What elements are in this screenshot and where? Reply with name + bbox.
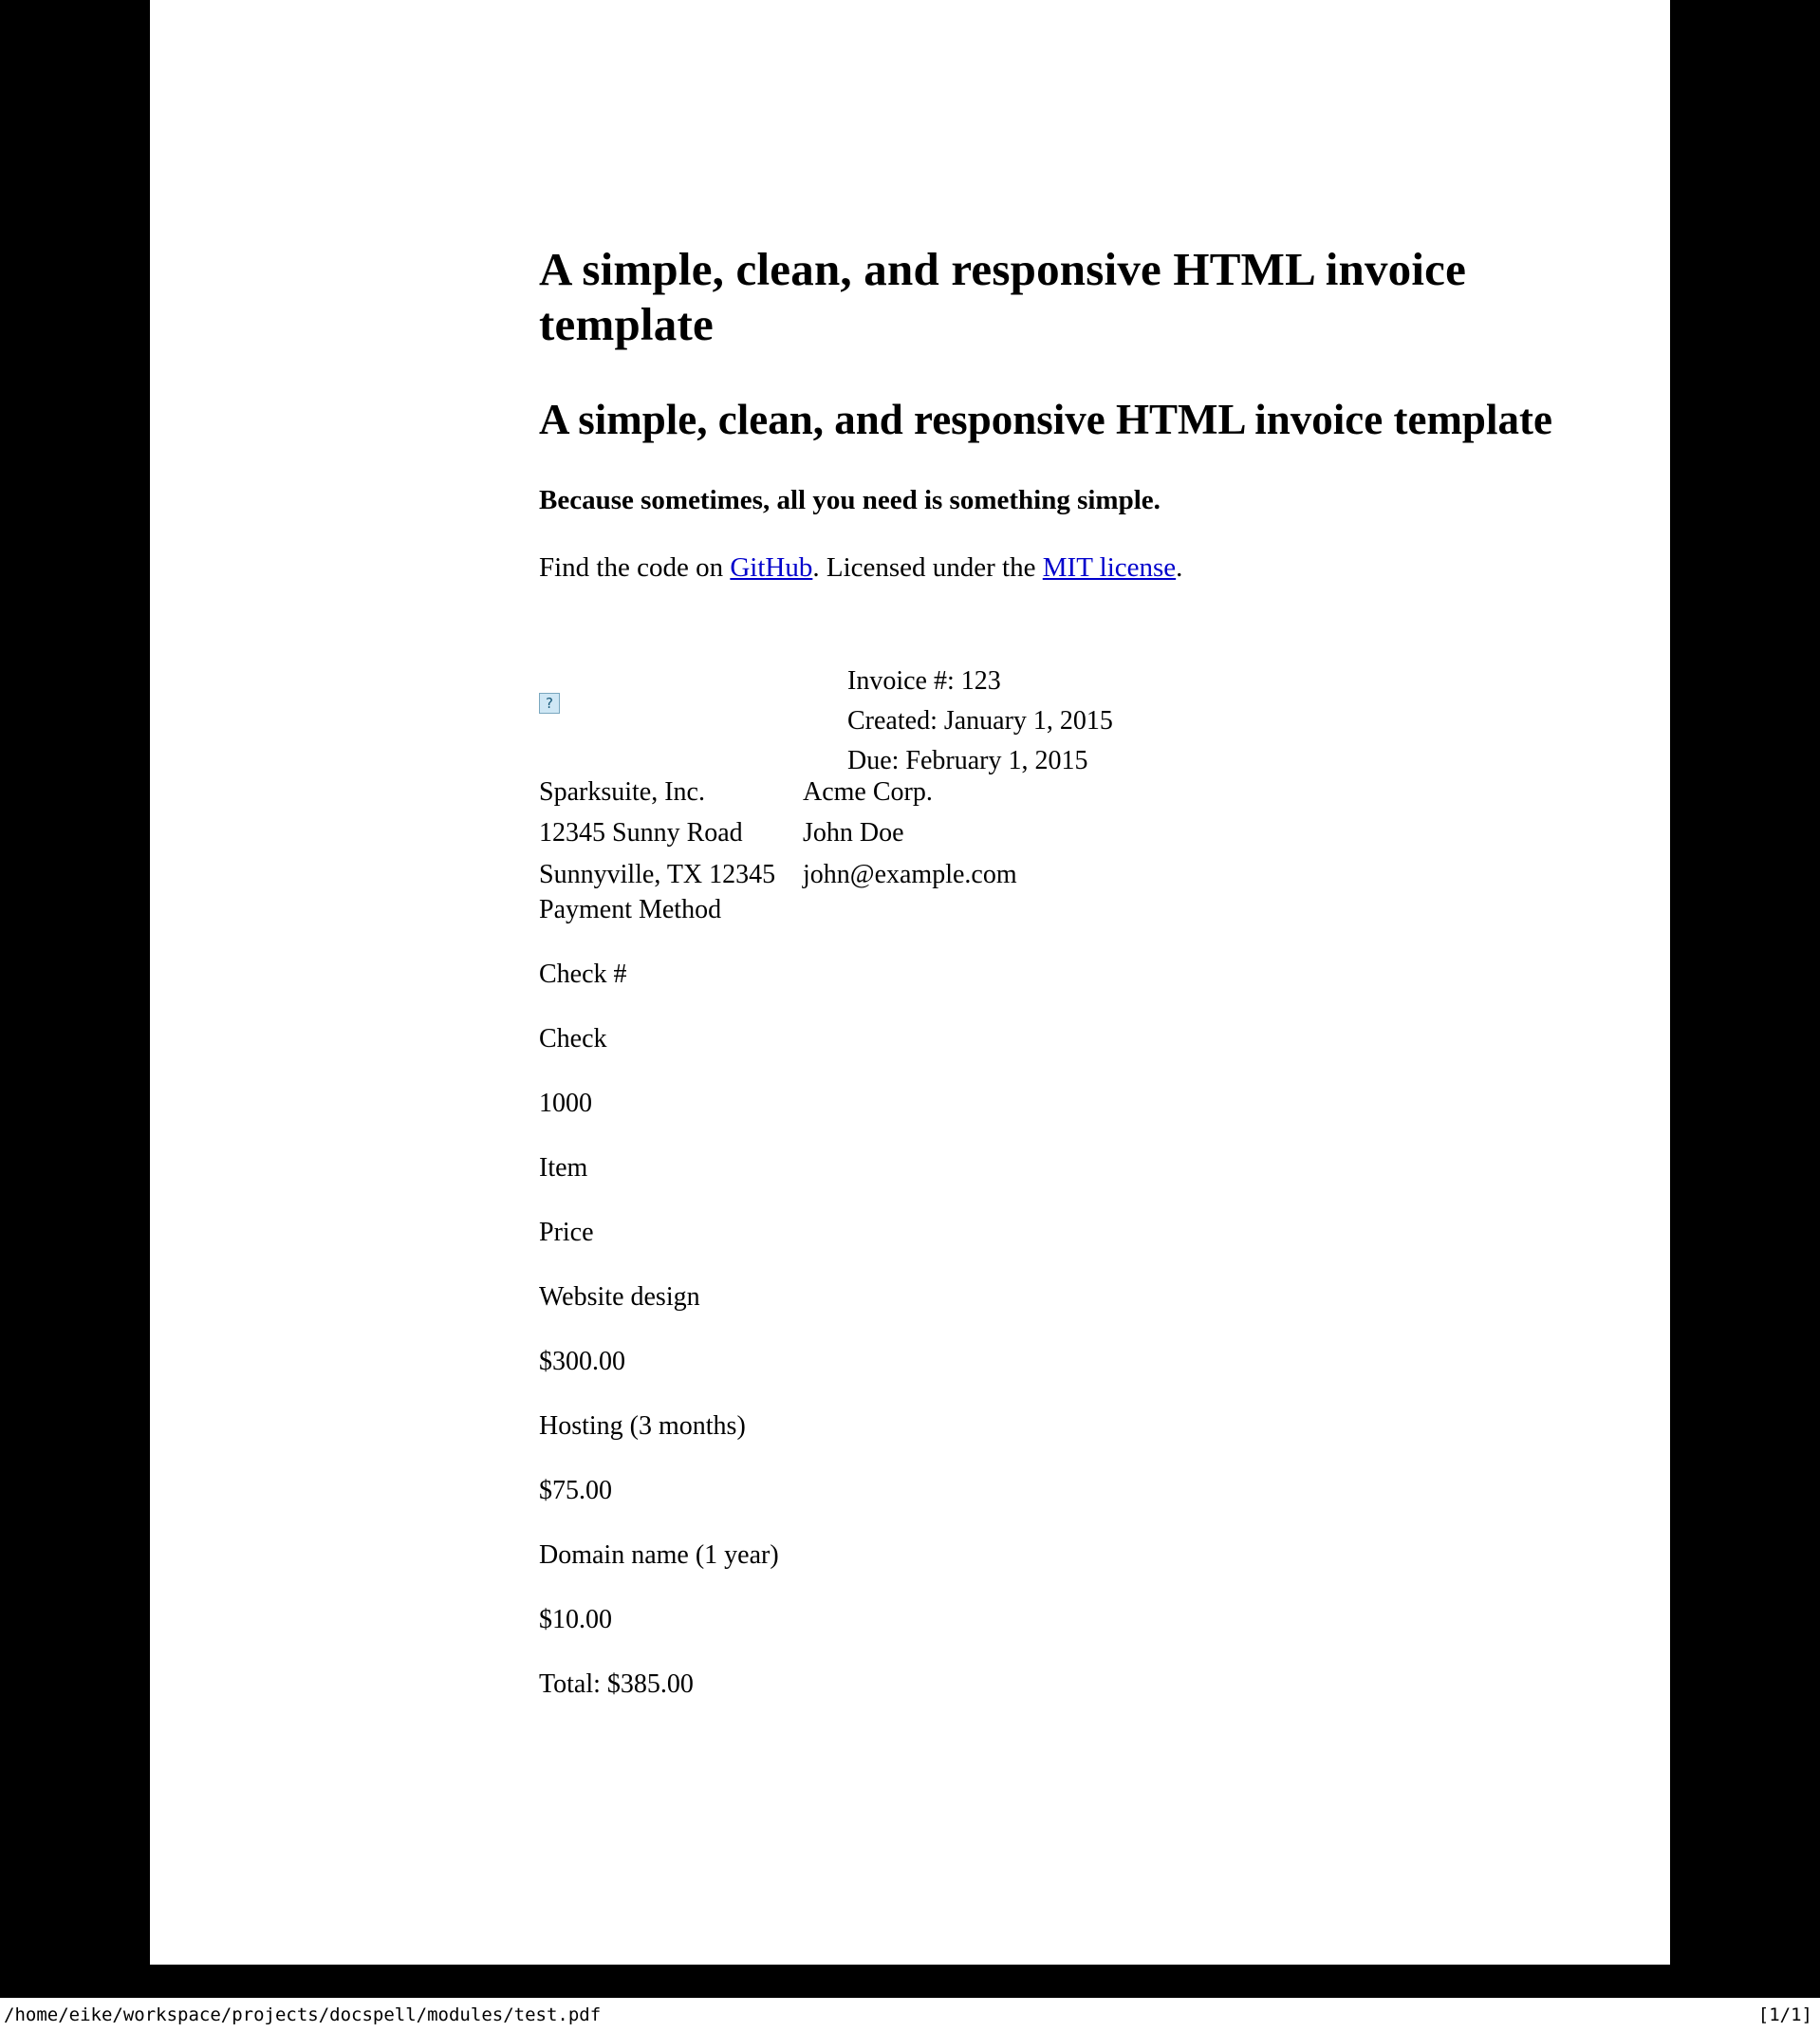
code-credit-middle: . Licensed under the <box>812 551 1043 583</box>
list-item: Item <box>539 1152 588 1183</box>
document-content <box>539 242 1583 1736</box>
address-from <box>539 772 775 896</box>
list-item: Hosting (3 months) <box>539 1410 746 1441</box>
status-file-path: /home/eike/workspace/projects/docspell/modules/test.pdf <box>4 2004 602 2025</box>
list-item: $75.00 <box>539 1475 612 1505</box>
invoice-header <box>539 662 1583 775</box>
address-to-line2: John Doe <box>803 818 904 848</box>
list-item: 1000 <box>539 1088 592 1118</box>
address-from-line2: 12345 Sunny Road <box>539 818 743 848</box>
document-tagline: Because sometimes, all you need is something simple. <box>539 484 1161 515</box>
address-to <box>803 772 1017 896</box>
list-item: Check <box>539 1023 607 1053</box>
list-item: $300.00 <box>539 1346 625 1376</box>
invoice-number: Invoice #: 123 <box>847 665 1001 696</box>
address-to-line1: Acme Corp. <box>803 776 933 807</box>
code-credit-suffix: . <box>1176 551 1183 583</box>
document-page <box>150 0 1670 1965</box>
status-bar <box>0 1998 1820 2032</box>
invoice-created-date: Created: January 1, 2015 <box>847 705 1113 736</box>
address-to-line3: john@example.com <box>803 859 1017 889</box>
list-item: Website design <box>539 1281 700 1312</box>
code-credit-prefix: Find the code on <box>539 551 731 583</box>
status-page-indicator: [1/1] <box>1757 2004 1812 2025</box>
address-from-line3: Sunnyville, TX 12345 <box>539 859 776 889</box>
list-item: Domain name (1 year) <box>539 1539 779 1570</box>
document-subtitle: A simple, clean, and responsive HTML invoice template <box>539 395 1552 443</box>
list-item: $10.00 <box>539 1604 612 1634</box>
list-item: Payment Method <box>539 894 722 924</box>
invoice-total: Total: $385.00 <box>539 1668 694 1699</box>
list-item: Check # <box>539 959 627 989</box>
invoice-due-date: Due: February 1, 2015 <box>847 745 1088 775</box>
list-item: Price <box>539 1217 594 1247</box>
code-credit-line <box>539 552 1583 584</box>
invoice-addresses <box>539 772 1583 889</box>
invoice-line-items <box>539 894 1583 1699</box>
address-from-line1: Sparksuite, Inc. <box>539 776 705 807</box>
page-title: A simple, clean, and responsive HTML invoice template <box>539 243 1467 350</box>
mit-license-link[interactable]: MIT license <box>1042 551 1177 583</box>
broken-image-icon: ? <box>539 693 560 714</box>
github-link[interactable]: GitHub <box>730 551 813 583</box>
invoice-meta <box>847 662 1113 781</box>
